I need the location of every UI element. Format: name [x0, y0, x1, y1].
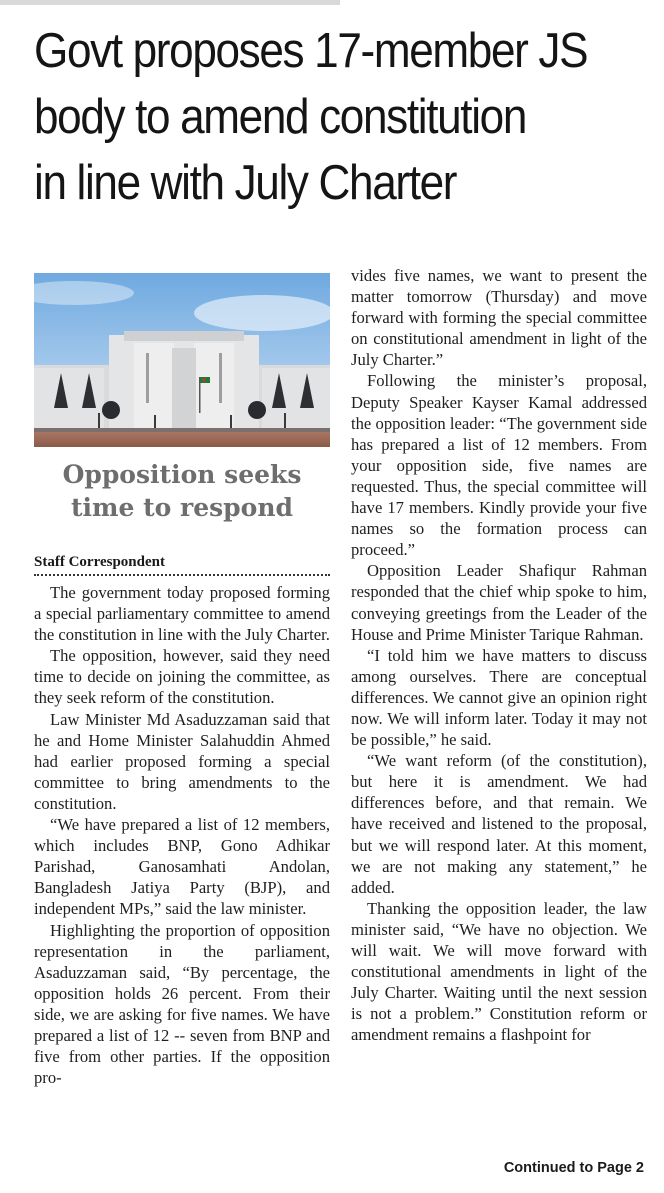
article-column-2	[351, 265, 647, 1173]
subheadline-line: Opposition seeks	[62, 460, 302, 489]
paragraph: “I told him we have matters to discuss among ourselves. There are conceptual differences. We cannot give an opinion right now. We will inform later. Today it may not be possible,” he said.	[351, 645, 647, 750]
paragraph: “We want reform (of the constitution), but here it is amendment. We had differences before, and that remain. We have received and listened to the proposal, but we will respond later. At this moment, we are not making any statement,” he added.	[351, 751, 647, 897]
article-column-1	[34, 582, 330, 1178]
byline-divider	[34, 574, 330, 576]
parliament-building-photo	[34, 273, 330, 447]
paragraph: Highlighting the proportion of opposition representation in the parliament, Asaduzzaman said, “By percentage, the opposition holds 26 percent. From their side, we are asking for five names. We have prepared a list of 12 -- seven from BNP and five from other parties. If the opposition pro-	[34, 920, 330, 1088]
paragraph: Law Minister Md Asaduzzaman said that he and Home Minister Salahuddin Ahmed had earlier proposed forming a special committee to bring amendments to the constitution.	[34, 709, 330, 813]
headline	[34, 18, 592, 216]
paragraph: Following the minister’s proposal, Deputy Speaker Kayser Kamal addressed the opposition leader: “The government side has prepared a list of 12 members. From your opposition side, five names are requested. Thus, the special committee will have 17 members. Kindly provide your five names so the formation process can proceed.”	[351, 371, 647, 560]
headline-line: Govt proposes 17-member JS	[34, 24, 588, 78]
subheadline-line: time to respond	[71, 493, 293, 522]
top-rule	[0, 0, 340, 5]
paragraph: Opposition Leader Shafiqur Rahman responded that the chief whip spoke to him, conveying greetings from the Leader of the House and Prime Minister Tarique Rahman.	[351, 561, 647, 644]
paragraph-continued: vides five names, we want to present the matter tomorrow (Thursday) and move forward with forming the special committee on constitutional amendment in light of the July Charter.”	[351, 266, 647, 370]
paragraph: “We have prepared a list of 12 members, which includes BNP, Gono Adhikar Parishad, Ganosamhati Andolan, Bangladesh Jatiya Party (BJP), and independent MPs,” said the law minister.	[34, 815, 330, 919]
paragraph: The government today proposed forming a special parliamentary committee to amend the constitution in line with the July Charter.	[34, 583, 330, 645]
paragraph: Thanking the opposition leader, the law minister said, “We have no objection. We will wait. We will move forward with constitutional amendments in light of the July Charter. Waiting until the next session is not a problem.” Constitution reform or amendment remains a flashpoint for	[351, 898, 647, 1045]
continued-to-page-link[interactable]: Continued to Page 2	[503, 1160, 644, 1176]
paragraph: The opposition, however, said they need time to decide on joining the committee, as they seek reform of the constitution.	[34, 646, 330, 708]
headline-line: in line with July Charter	[34, 156, 457, 210]
headline-line: body to amend constitution	[34, 90, 526, 144]
byline: Staff Correspondent	[34, 554, 165, 570]
subheadline	[34, 458, 330, 524]
